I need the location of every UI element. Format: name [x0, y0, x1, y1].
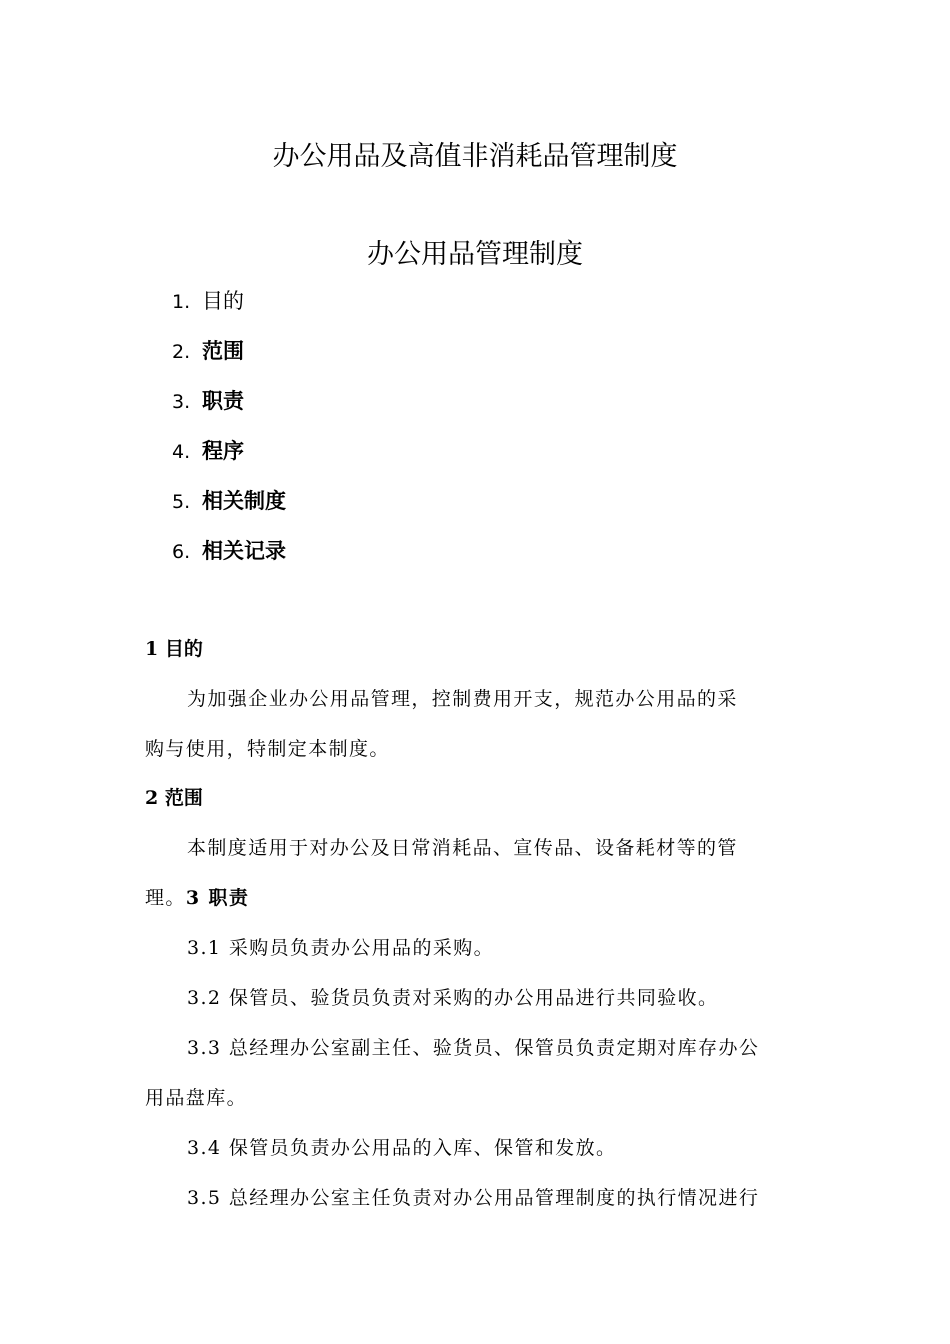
toc-label: 相关制度 [202, 489, 286, 513]
toc-label: 目的 [202, 289, 244, 313]
paragraph-line [145, 883, 249, 913]
toc-number: 4. [172, 441, 191, 463]
toc-number: 3. [172, 391, 191, 413]
toc-label: 职责 [202, 389, 244, 413]
paragraph-text: 理。 [145, 887, 186, 909]
toc-number: 2. [172, 341, 191, 363]
responsibility-item: 3.5 总经理办公室主任负责对办公用品管理制度的执行情况进行 [187, 1187, 760, 1209]
toc-number: 5. [172, 491, 191, 513]
responsibility-item: 3.4 保管员负责办公用品的入库、保管和发放。 [187, 1137, 617, 1159]
toc-item [172, 386, 286, 436]
table-of-contents [172, 286, 286, 586]
toc-label: 程序 [202, 439, 244, 463]
toc-item [172, 536, 286, 586]
toc-number: 6. [172, 541, 191, 563]
toc-item [172, 486, 286, 536]
toc-label: 范围 [202, 339, 244, 363]
responsibility-item: 3.3 总经理办公室副主任、验货员、保管员负责定期对库存办公 [187, 1037, 760, 1059]
section-title: 办公用品管理制度 [367, 239, 583, 270]
document-title: 办公用品及高值非消耗品管理制度 [272, 141, 678, 172]
paragraph-line: 本制度适用于对办公及日常消耗品、宣传品、设备耗材等的管 [187, 837, 738, 859]
section-heading-responsibilities: 3 职责 [185, 887, 250, 909]
paragraph-line: 购与使用，特制定本制度。 [145, 738, 390, 760]
responsibility-item-continued: 用品盘库。 [145, 1087, 248, 1109]
toc-item [172, 336, 286, 386]
toc-item [172, 286, 286, 336]
responsibility-item: 3.2 保管员、验货员负责对采购的办公用品进行共同验收。 [187, 987, 719, 1009]
toc-label: 相关记录 [202, 539, 286, 563]
toc-number: 1. [172, 291, 191, 313]
responsibility-item: 3.1 采购员负责办公用品的采购。 [187, 937, 495, 959]
toc-item [172, 436, 286, 486]
section-heading-purpose: 1 目的 [145, 638, 203, 660]
section-heading-scope: 2 范围 [145, 787, 203, 809]
paragraph-line: 为加强企业办公用品管理，控制费用开支，规范办公用品的采 [187, 688, 738, 710]
